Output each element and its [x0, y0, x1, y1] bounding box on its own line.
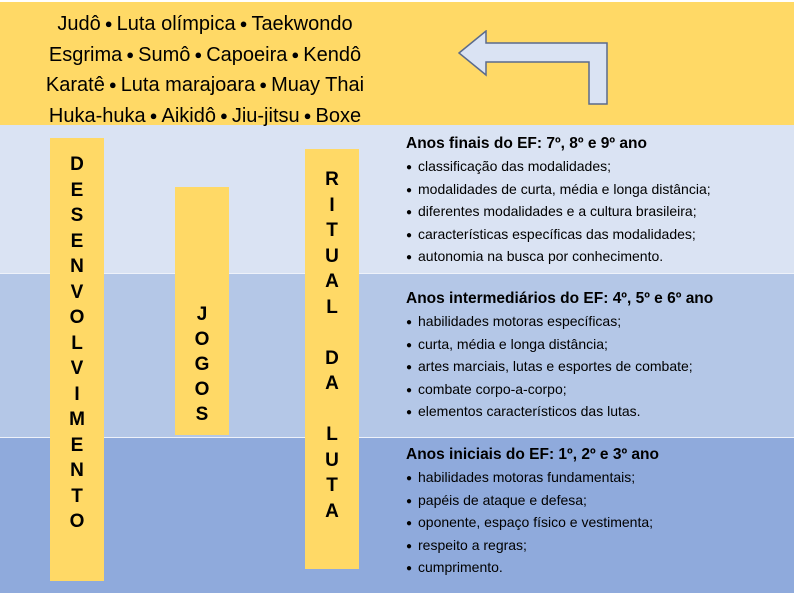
column-letter: O: [69, 307, 85, 328]
list-item: [406, 310, 791, 333]
list-item: [406, 534, 791, 557]
column-letter: L: [326, 424, 338, 445]
sport-name: Boxe: [315, 104, 362, 127]
column-letter: O: [194, 379, 210, 400]
sport-name: Aikidô: [161, 104, 216, 127]
list-item-text: habilidades motoras específicas;: [418, 313, 622, 329]
column-letter: S: [70, 205, 84, 226]
stage-block-initial: [406, 444, 791, 579]
column-letter: O: [194, 329, 210, 350]
column-letter: L: [326, 296, 338, 318]
list-item-text: características específicas das modalidades;: [418, 225, 696, 242]
column-letter: L: [71, 332, 83, 354]
bullet-dot-icon: ●: [126, 46, 135, 62]
column-letter: N: [70, 256, 84, 277]
bent-arrow-left-icon: [458, 30, 618, 110]
sport-name: Huka-huka: [48, 104, 146, 127]
list-item-text: combate corpo-a-corpo;: [418, 380, 567, 397]
bullet-dot-icon: ●: [239, 16, 248, 31]
column-letter: M: [69, 409, 85, 430]
sport-name: Taekwondo: [251, 13, 353, 35]
column-letter: U: [325, 245, 339, 267]
column-ritual-da-luta: [305, 149, 359, 569]
column-jogos: [175, 187, 229, 435]
sport-name: Muay Thai: [271, 74, 365, 96]
list-item-text: diferentes modalidades e a cultura brasileira;: [418, 203, 697, 219]
list-item-text: oponente, espaço físico e vestimenta;: [418, 514, 654, 530]
column-letter: A: [325, 373, 339, 394]
list-item-text: cumprimento.: [418, 559, 503, 575]
letter-gap: [305, 397, 359, 423]
bullet-dot-icon: ●: [406, 229, 413, 241]
sports-line: [20, 9, 390, 40]
column-letter: V: [70, 358, 84, 379]
list-item: [406, 245, 791, 268]
stage-title: Anos iniciais do EF: 1º, 2º e 3º ano: [406, 446, 659, 463]
list-item-text: papéis de ataque e defesa;: [418, 491, 587, 508]
letter-gap: [305, 320, 359, 346]
column-letter: A: [325, 271, 339, 292]
stage-block-intermediate: [406, 288, 791, 423]
column-letter: R: [325, 169, 339, 190]
bullet-dot-icon: ●: [406, 518, 413, 529]
list-item: [406, 355, 791, 378]
column-letter: N: [70, 460, 84, 481]
bullet-dot-icon: ●: [406, 339, 413, 351]
list-item: [406, 511, 791, 534]
list-item-text: artes marciais, lutas e esportes de combate;: [418, 358, 693, 374]
column-letter: D: [325, 347, 339, 369]
sport-name: Luta marajoara: [120, 74, 256, 96]
list-item: [406, 155, 791, 178]
bullet-dot-icon: ●: [149, 107, 158, 123]
list-item: [406, 223, 791, 246]
bullet-dot-icon: ●: [291, 46, 300, 62]
sports-line: [20, 70, 390, 101]
list-item-text: habilidades motoras fundamentais;: [418, 469, 636, 485]
column-letter: E: [70, 230, 84, 252]
column-letter: A: [325, 500, 339, 522]
list-item: [406, 466, 791, 489]
column-letter: T: [71, 485, 83, 507]
column-letter: T: [326, 475, 338, 496]
band-divider: [0, 437, 794, 438]
sports-list: [20, 9, 390, 131]
column-letter: O: [69, 511, 85, 532]
bullet-dot-icon: ●: [108, 77, 117, 92]
band-divider: [0, 273, 794, 274]
column-letter: I: [74, 383, 80, 405]
bullet-dot-icon: ●: [406, 162, 413, 173]
column-letter: S: [195, 404, 209, 425]
column-letter: E: [70, 179, 84, 201]
list-item-text: respeito a regras;: [418, 536, 527, 553]
list-item: [406, 489, 791, 512]
bullet-dot-icon: ●: [406, 252, 413, 263]
bullet-dot-icon: ●: [406, 495, 413, 507]
column-desenvolvimento: [50, 138, 104, 581]
stage-block-final: [406, 133, 791, 268]
sport-name: Esgrima: [48, 43, 123, 66]
list-item: [406, 200, 791, 223]
bullet-dot-icon: ●: [406, 473, 413, 484]
bullet-dot-icon: ●: [406, 207, 413, 218]
list-item-text: elementos característicos das lutas.: [418, 403, 641, 419]
column-letter: T: [326, 220, 338, 241]
column-letter: I: [329, 194, 335, 216]
bullet-dot-icon: ●: [406, 184, 413, 196]
sport-name: Karatê: [45, 74, 105, 96]
sport-name: Luta olímpica: [116, 13, 236, 35]
sport-name: Judô: [57, 13, 101, 35]
column-letter: D: [70, 154, 84, 175]
bullet-dot-icon: ●: [303, 107, 312, 123]
bullet-dot-icon: ●: [219, 107, 228, 123]
bullet-dot-icon: ●: [104, 16, 113, 31]
list-item: [406, 333, 791, 356]
column-letter: J: [196, 304, 208, 325]
bullet-dot-icon: ●: [406, 362, 413, 373]
bullet-dot-icon: ●: [406, 407, 413, 418]
sports-line: [20, 101, 390, 132]
stage-title: Anos finais do EF: 7º, 8º e 9º ano: [406, 135, 647, 152]
sport-name: Jiu-jitsu: [231, 104, 300, 127]
list-item: [406, 178, 791, 201]
list-item-text: modalidades de curta, média e longa distância;: [418, 180, 711, 197]
stage-title: Anos intermediários do EF: 4º, 5º e 6º ano: [406, 290, 714, 307]
bullet-dot-icon: ●: [194, 46, 203, 62]
bullet-dot-icon: ●: [259, 77, 268, 92]
list-item: [406, 556, 791, 579]
column-letter: V: [70, 281, 84, 303]
sports-line: [20, 40, 390, 71]
column-letter: E: [70, 434, 84, 456]
bullet-dot-icon: ●: [406, 317, 413, 328]
bullet-dot-icon: ●: [406, 563, 413, 574]
sport-name: Kendô: [303, 43, 362, 66]
sport-name: Capoeira: [206, 43, 288, 66]
list-item: [406, 378, 791, 401]
list-item: [406, 400, 791, 423]
list-item-text: autonomia na busca por conhecimento.: [418, 248, 664, 264]
bullet-dot-icon: ●: [406, 384, 413, 396]
sport-name: Sumô: [138, 43, 191, 66]
list-item-text: curta, média e longa distância;: [418, 335, 608, 352]
list-item-text: classificação das modalidades;: [418, 158, 611, 174]
column-letter: G: [194, 354, 210, 375]
bullet-dot-icon: ●: [406, 540, 413, 552]
column-letter: U: [325, 449, 339, 471]
